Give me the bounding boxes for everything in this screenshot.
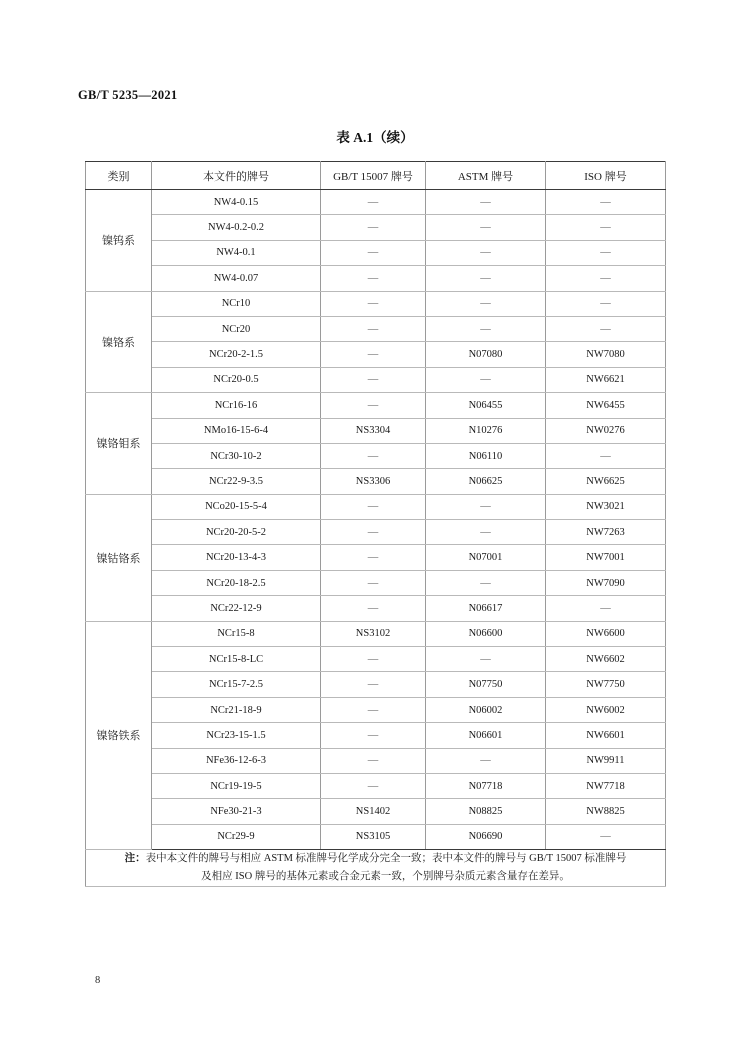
astm-cell: N06625 bbox=[426, 469, 546, 494]
table-row bbox=[86, 824, 666, 849]
gbt-15007-cell: — bbox=[321, 672, 426, 697]
iso-cell: NW6002 bbox=[546, 697, 666, 722]
table-row bbox=[86, 240, 666, 265]
astm-cell: — bbox=[426, 266, 546, 291]
grade-cell: NCr22-12-9 bbox=[152, 596, 321, 621]
column-header-iso-grade: ISO 牌号 bbox=[546, 162, 666, 190]
grade-cell: NCr29-9 bbox=[152, 824, 321, 849]
table-row bbox=[86, 697, 666, 722]
table-row bbox=[86, 672, 666, 697]
gbt-15007-cell: — bbox=[321, 367, 426, 392]
column-header-gbt-15007-grade: GB/T 15007 牌号 bbox=[321, 162, 426, 190]
iso-cell: NW7001 bbox=[546, 545, 666, 570]
grade-cell: NCr20-13-4-3 bbox=[152, 545, 321, 570]
astm-cell: — bbox=[426, 316, 546, 341]
note-label: 注： bbox=[124, 853, 146, 865]
astm-cell: N06110 bbox=[426, 443, 546, 468]
table-row bbox=[86, 799, 666, 824]
table-footer bbox=[86, 850, 666, 887]
gbt-15007-cell: — bbox=[321, 570, 426, 595]
grade-cell: NCr20-18-2.5 bbox=[152, 570, 321, 595]
gbt-15007-cell: — bbox=[321, 316, 426, 341]
astm-cell: N06601 bbox=[426, 723, 546, 748]
iso-cell: NW6621 bbox=[546, 367, 666, 392]
grade-cell: NMo16-15-6-4 bbox=[152, 418, 321, 443]
column-header-astm-grade: ASTM 牌号 bbox=[426, 162, 546, 190]
grade-cell: NCr21-18-9 bbox=[152, 697, 321, 722]
grade-cell: NCr19-19-5 bbox=[152, 773, 321, 798]
gbt-15007-cell: NS3304 bbox=[321, 418, 426, 443]
astm-cell: — bbox=[426, 190, 546, 215]
gbt-15007-cell: — bbox=[321, 748, 426, 773]
astm-cell: — bbox=[426, 215, 546, 240]
grade-cell: NCr16-16 bbox=[152, 393, 321, 418]
iso-cell: — bbox=[546, 316, 666, 341]
table-row bbox=[86, 316, 666, 341]
table-row bbox=[86, 621, 666, 646]
gbt-15007-cell: — bbox=[321, 190, 426, 215]
grade-cell: NCr20-0.5 bbox=[152, 367, 321, 392]
gbt-15007-cell: — bbox=[321, 773, 426, 798]
gbt-15007-cell: — bbox=[321, 291, 426, 316]
column-header-this-document-grade: 本文件的牌号 bbox=[152, 162, 321, 190]
iso-cell: NW0276 bbox=[546, 418, 666, 443]
astm-cell: — bbox=[426, 291, 546, 316]
grade-cell: NCr15-8 bbox=[152, 621, 321, 646]
iso-cell: NW6601 bbox=[546, 723, 666, 748]
category-cell: 镍钨系 bbox=[86, 190, 152, 292]
page-number: 8 bbox=[95, 975, 101, 986]
table-row bbox=[86, 443, 666, 468]
table-row bbox=[86, 647, 666, 672]
astm-cell: N10276 bbox=[426, 418, 546, 443]
category-cell: 镍铬铁系 bbox=[86, 621, 152, 850]
iso-cell: NW9911 bbox=[546, 748, 666, 773]
note-line-1 bbox=[86, 850, 665, 868]
grade-cell: NW4-0.2-0.2 bbox=[152, 215, 321, 240]
table-container bbox=[85, 161, 665, 887]
gbt-15007-cell: — bbox=[321, 494, 426, 519]
table-row bbox=[86, 748, 666, 773]
gbt-15007-cell: — bbox=[321, 520, 426, 545]
iso-cell: NW6600 bbox=[546, 621, 666, 646]
astm-cell: N07750 bbox=[426, 672, 546, 697]
category-cell: 镍铬钼系 bbox=[86, 393, 152, 495]
table-row bbox=[86, 494, 666, 519]
astm-cell: N06690 bbox=[426, 824, 546, 849]
iso-cell: NW3021 bbox=[546, 494, 666, 519]
gbt-15007-cell: — bbox=[321, 723, 426, 748]
astm-cell: N07080 bbox=[426, 342, 546, 367]
astm-cell: N07718 bbox=[426, 773, 546, 798]
grade-cell: NCr30-10-2 bbox=[152, 443, 321, 468]
grade-cell: NCr20-2-1.5 bbox=[152, 342, 321, 367]
gbt-15007-cell: — bbox=[321, 545, 426, 570]
table-row bbox=[86, 773, 666, 798]
gbt-15007-cell: NS1402 bbox=[321, 799, 426, 824]
astm-cell: N06002 bbox=[426, 697, 546, 722]
gbt-15007-cell: — bbox=[321, 215, 426, 240]
note-line-2: 及相应 ISO 牌号的基体元素或合金元素一致，个别牌号杂质元素含量存在差异。 bbox=[201, 871, 570, 883]
iso-cell: — bbox=[546, 443, 666, 468]
table-note-row bbox=[86, 850, 666, 887]
iso-cell: — bbox=[546, 824, 666, 849]
astm-cell: — bbox=[426, 570, 546, 595]
gbt-15007-cell: — bbox=[321, 240, 426, 265]
table-row bbox=[86, 393, 666, 418]
grade-comparison-table bbox=[85, 161, 666, 887]
category-cell: 镍铬系 bbox=[86, 291, 152, 393]
gbt-15007-cell: — bbox=[321, 443, 426, 468]
grade-cell: NCo20-15-5-4 bbox=[152, 494, 321, 519]
astm-cell: N06455 bbox=[426, 393, 546, 418]
iso-cell: — bbox=[546, 596, 666, 621]
table-row bbox=[86, 418, 666, 443]
standard-code-header: GB/T 5235—2021 bbox=[78, 88, 178, 102]
table-note bbox=[86, 850, 666, 887]
gbt-15007-cell: — bbox=[321, 697, 426, 722]
table-header-row bbox=[86, 162, 666, 190]
iso-cell: — bbox=[546, 240, 666, 265]
astm-cell: — bbox=[426, 367, 546, 392]
iso-cell: NW7750 bbox=[546, 672, 666, 697]
iso-cell: NW7263 bbox=[546, 520, 666, 545]
astm-cell: N08825 bbox=[426, 799, 546, 824]
iso-cell: — bbox=[546, 291, 666, 316]
table-row bbox=[86, 190, 666, 215]
astm-cell: — bbox=[426, 240, 546, 265]
iso-cell: NW8825 bbox=[546, 799, 666, 824]
iso-cell: — bbox=[546, 190, 666, 215]
gbt-15007-cell: NS3102 bbox=[321, 621, 426, 646]
astm-cell: N07001 bbox=[426, 545, 546, 570]
iso-cell: NW6455 bbox=[546, 393, 666, 418]
table-row bbox=[86, 545, 666, 570]
gbt-15007-cell: NS3306 bbox=[321, 469, 426, 494]
table-row bbox=[86, 215, 666, 240]
table-row bbox=[86, 520, 666, 545]
table-body bbox=[86, 190, 666, 850]
grade-cell: NCr23-15-1.5 bbox=[152, 723, 321, 748]
iso-cell: — bbox=[546, 215, 666, 240]
astm-cell: N06600 bbox=[426, 621, 546, 646]
iso-cell: — bbox=[546, 266, 666, 291]
table-row bbox=[86, 469, 666, 494]
iso-cell: NW6602 bbox=[546, 647, 666, 672]
astm-cell: — bbox=[426, 647, 546, 672]
table-row bbox=[86, 266, 666, 291]
gbt-15007-cell: — bbox=[321, 266, 426, 291]
grade-cell: NCr10 bbox=[152, 291, 321, 316]
table-title: 表 A.1（续） bbox=[336, 130, 414, 145]
iso-cell: NW6625 bbox=[546, 469, 666, 494]
note-text-1: 表中本文件的牌号与相应 ASTM 标准牌号化学成分完全一致；表中本文件的牌号与 GB/T 15007 标准牌号 bbox=[145, 853, 627, 865]
grade-cell: NCr20 bbox=[152, 316, 321, 341]
iso-cell: NW7080 bbox=[546, 342, 666, 367]
grade-cell: NW4-0.07 bbox=[152, 266, 321, 291]
astm-cell: — bbox=[426, 494, 546, 519]
table-row bbox=[86, 342, 666, 367]
gbt-15007-cell: — bbox=[321, 342, 426, 367]
table-row bbox=[86, 291, 666, 316]
category-cell: 镍钴铬系 bbox=[86, 494, 152, 621]
iso-cell: NW7718 bbox=[546, 773, 666, 798]
grade-cell: NCr15-8-LC bbox=[152, 647, 321, 672]
gbt-15007-cell: — bbox=[321, 393, 426, 418]
grade-cell: NCr20-20-5-2 bbox=[152, 520, 321, 545]
grade-cell: NW4-0.1 bbox=[152, 240, 321, 265]
table-header bbox=[86, 162, 666, 190]
iso-cell: NW7090 bbox=[546, 570, 666, 595]
gbt-15007-cell: — bbox=[321, 647, 426, 672]
table-row bbox=[86, 367, 666, 392]
astm-cell: — bbox=[426, 520, 546, 545]
grade-cell: NCr22-9-3.5 bbox=[152, 469, 321, 494]
grade-cell: NFe30-21-3 bbox=[152, 799, 321, 824]
table-row bbox=[86, 723, 666, 748]
astm-cell: — bbox=[426, 748, 546, 773]
astm-cell: N06617 bbox=[426, 596, 546, 621]
grade-cell: NW4-0.15 bbox=[152, 190, 321, 215]
grade-cell: NFe36-12-6-3 bbox=[152, 748, 321, 773]
table-row bbox=[86, 570, 666, 595]
grade-cell: NCr15-7-2.5 bbox=[152, 672, 321, 697]
column-header-category: 类别 bbox=[86, 162, 152, 190]
table-row bbox=[86, 596, 666, 621]
gbt-15007-cell: NS3105 bbox=[321, 824, 426, 849]
gbt-15007-cell: — bbox=[321, 596, 426, 621]
